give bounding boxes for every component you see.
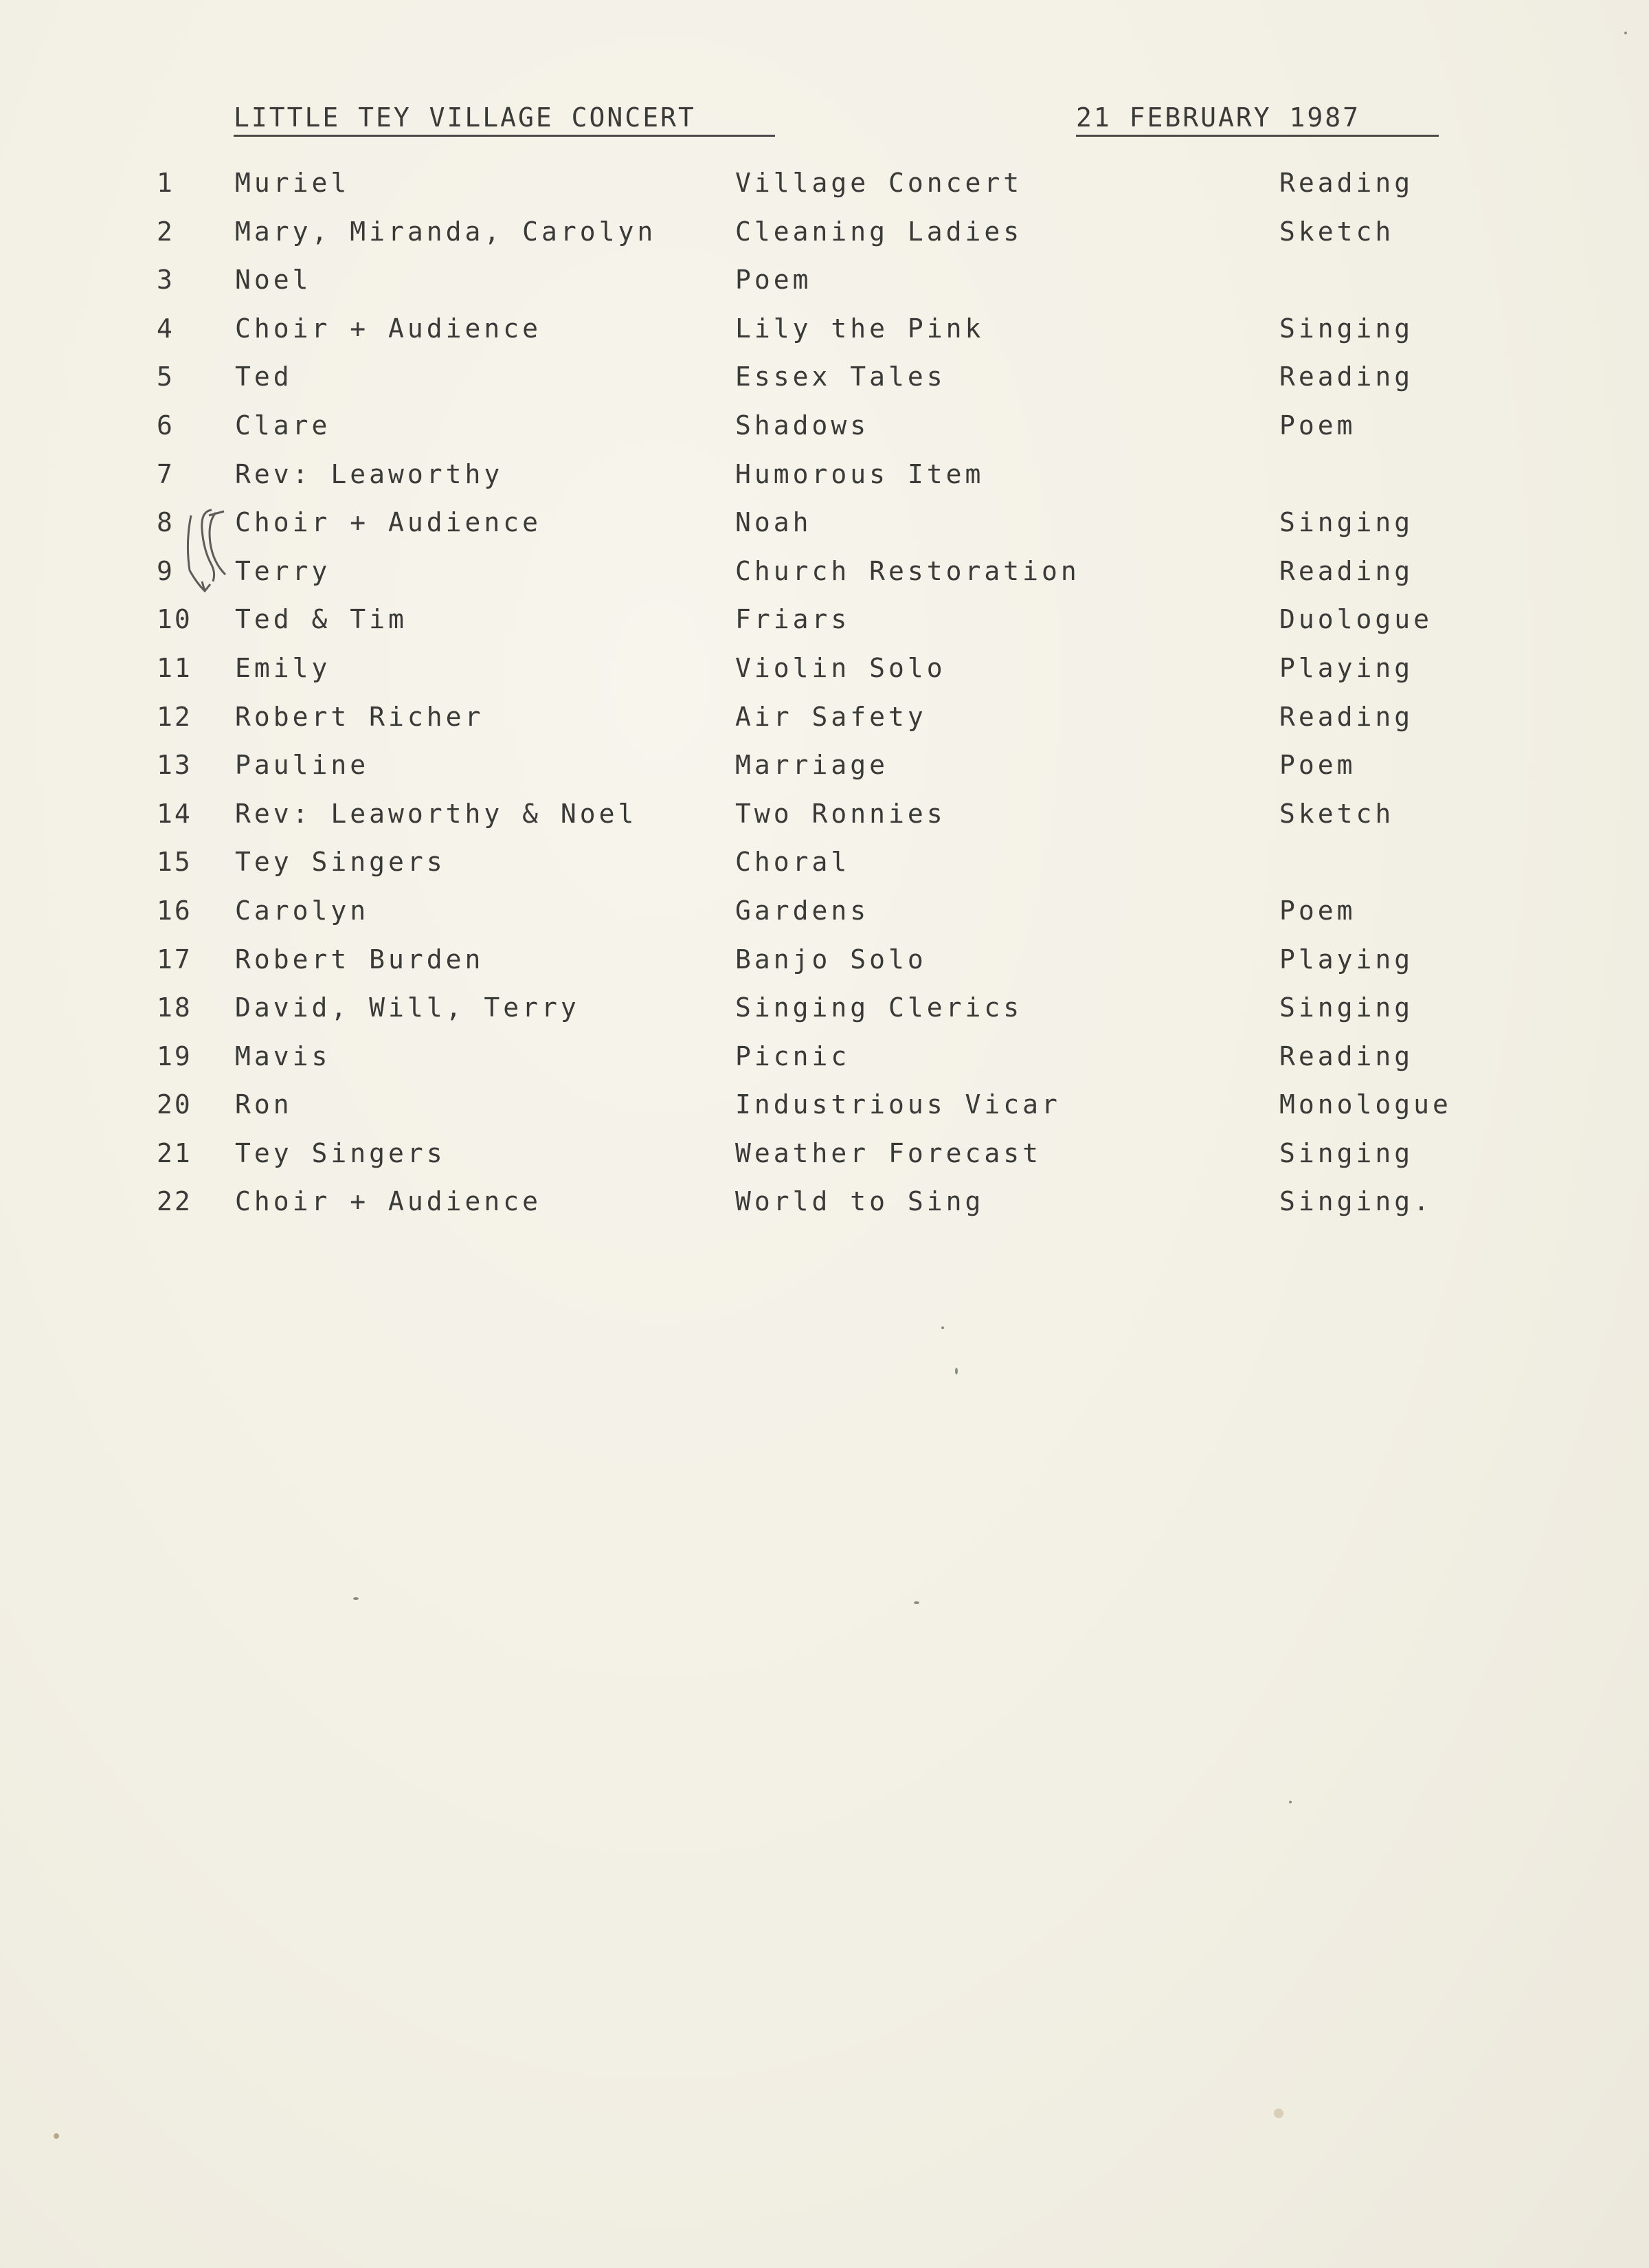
row-performer: Choir + Audience <box>235 507 542 538</box>
programme-row <box>0 893 1649 942</box>
row-item: Noah <box>735 507 812 538</box>
paper-speck <box>955 1368 958 1375</box>
programme-row <box>0 311 1649 360</box>
row-number: 1 <box>157 168 175 198</box>
row-item: Weather Forecast <box>735 1137 1042 1168</box>
programme-row <box>0 1087 1649 1136</box>
row-type: Singing <box>1279 313 1414 344</box>
row-item: Church Restoration <box>735 555 1080 586</box>
row-type: Poem <box>1279 895 1356 926</box>
row-performer: Choir + Audience <box>235 313 542 344</box>
row-performer: Mary, Miranda, Carolyn <box>235 216 657 247</box>
row-item: Picnic <box>735 1041 851 1071</box>
row-number: 15 <box>157 847 192 878</box>
row-item: Singing Clerics <box>735 992 1023 1023</box>
row-performer: Tey Singers <box>235 847 446 878</box>
row-type: Singing <box>1279 1137 1414 1168</box>
programme-list <box>0 166 1649 1233</box>
programme-row <box>0 797 1649 845</box>
row-performer: David, Will, Terry <box>235 992 580 1023</box>
row-number: 11 <box>157 652 192 683</box>
programme-row <box>0 359 1649 408</box>
row-type: Monologue <box>1279 1089 1452 1120</box>
row-type: Sketch <box>1279 798 1395 829</box>
row-type: Reading <box>1279 168 1414 198</box>
programme-row <box>0 214 1649 263</box>
programme-row <box>0 990 1649 1039</box>
row-number: 6 <box>157 410 175 441</box>
row-performer: Noel <box>235 265 312 296</box>
row-type: Singing <box>1279 992 1414 1023</box>
row-performer: Robert Richer <box>235 701 484 732</box>
row-type: Poem <box>1279 410 1356 441</box>
row-item: Banjo Solo <box>735 944 927 975</box>
row-performer: Choir + Audience <box>235 1186 542 1217</box>
paper-speck <box>941 1326 944 1329</box>
row-number: 16 <box>157 895 192 926</box>
row-performer: Ted & Tim <box>235 604 407 635</box>
row-number: 19 <box>157 1041 192 1071</box>
row-type: Playing <box>1279 944 1414 975</box>
programme-row <box>0 942 1649 991</box>
row-item: Essex Tales <box>735 362 946 392</box>
row-item: Violin Solo <box>735 652 946 683</box>
paper-speck <box>353 1597 359 1600</box>
row-performer: Rev: Leaworthy & Noel <box>235 798 638 829</box>
row-number: 2 <box>157 216 175 247</box>
row-number: 20 <box>157 1089 192 1120</box>
programme-row <box>0 554 1649 603</box>
row-type: Poem <box>1279 750 1356 781</box>
programme-row <box>0 748 1649 797</box>
row-type: Singing <box>1279 507 1414 538</box>
programme-row <box>0 505 1649 554</box>
row-item: Village Concert <box>735 168 1023 198</box>
row-number: 8 <box>157 507 175 538</box>
row-type: Playing <box>1279 652 1414 683</box>
paper-speck <box>1289 1801 1292 1803</box>
row-performer: Terry <box>235 555 331 586</box>
programme-row <box>0 1039 1649 1088</box>
programme-row <box>0 166 1649 214</box>
row-performer: Robert Burden <box>235 944 484 975</box>
row-item: Friars <box>735 604 851 635</box>
row-number: 17 <box>157 944 192 975</box>
pencil-swap-mark-icon <box>184 502 239 605</box>
row-item: Gardens <box>735 895 870 926</box>
row-item: Cleaning Ladies <box>735 216 1023 247</box>
row-item: Humorous Item <box>735 458 985 489</box>
row-item: Choral <box>735 847 851 878</box>
row-type: Reading <box>1279 362 1414 392</box>
row-item: Air Safety <box>735 701 927 732</box>
programme-row <box>0 457 1649 506</box>
programme-row <box>0 602 1649 651</box>
row-number: 7 <box>157 458 175 489</box>
programme-row <box>0 1136 1649 1185</box>
row-number: 21 <box>157 1137 192 1168</box>
row-type: Reading <box>1279 701 1414 732</box>
programme-row <box>0 651 1649 700</box>
row-number: 13 <box>157 750 192 781</box>
programme-row <box>0 408 1649 457</box>
paper-speck <box>1274 2109 1283 2118</box>
row-number: 14 <box>157 798 192 829</box>
row-number: 22 <box>157 1186 192 1217</box>
row-number: 18 <box>157 992 192 1023</box>
row-performer: Muriel <box>235 168 350 198</box>
row-number: 9 <box>157 555 175 586</box>
row-type: Duologue <box>1279 604 1433 635</box>
row-number: 3 <box>157 265 175 296</box>
row-type: Singing. <box>1279 1186 1433 1217</box>
row-performer: Rev: Leaworthy <box>235 458 504 489</box>
programme-row <box>0 700 1649 748</box>
row-item: Two Ronnies <box>735 798 946 829</box>
row-number: 10 <box>157 604 192 635</box>
row-item: Poem <box>735 265 812 296</box>
row-performer: Mavis <box>235 1041 331 1071</box>
row-performer: Clare <box>235 410 331 441</box>
row-type: Reading <box>1279 1041 1414 1071</box>
row-item: Industrious Vicar <box>735 1089 1061 1120</box>
concert-date: 21 FEBRUARY 1987 <box>1076 100 1439 137</box>
row-performer: Ted <box>235 362 293 392</box>
row-type: Sketch <box>1279 216 1395 247</box>
programme-row <box>0 1184 1649 1233</box>
row-performer: Emily <box>235 652 331 683</box>
row-number: 4 <box>157 313 175 344</box>
paper-speck <box>1624 32 1627 34</box>
programme-row <box>0 845 1649 893</box>
concert-title: LITTLE TEY VILLAGE CONCERT <box>234 100 775 137</box>
paper-speck <box>54 2133 59 2139</box>
row-item: Marriage <box>735 750 889 781</box>
row-number: 5 <box>157 362 175 392</box>
row-performer: Pauline <box>235 750 370 781</box>
row-item: World to Sing <box>735 1186 985 1217</box>
row-performer: Carolyn <box>235 895 370 926</box>
row-item: Lily the Pink <box>735 313 985 344</box>
paper-speck <box>914 1601 919 1604</box>
row-performer: Ron <box>235 1089 293 1120</box>
row-item: Shadows <box>735 410 870 441</box>
row-performer: Tey Singers <box>235 1137 446 1168</box>
programme-row <box>0 263 1649 311</box>
row-type: Reading <box>1279 555 1414 586</box>
row-number: 12 <box>157 701 192 732</box>
